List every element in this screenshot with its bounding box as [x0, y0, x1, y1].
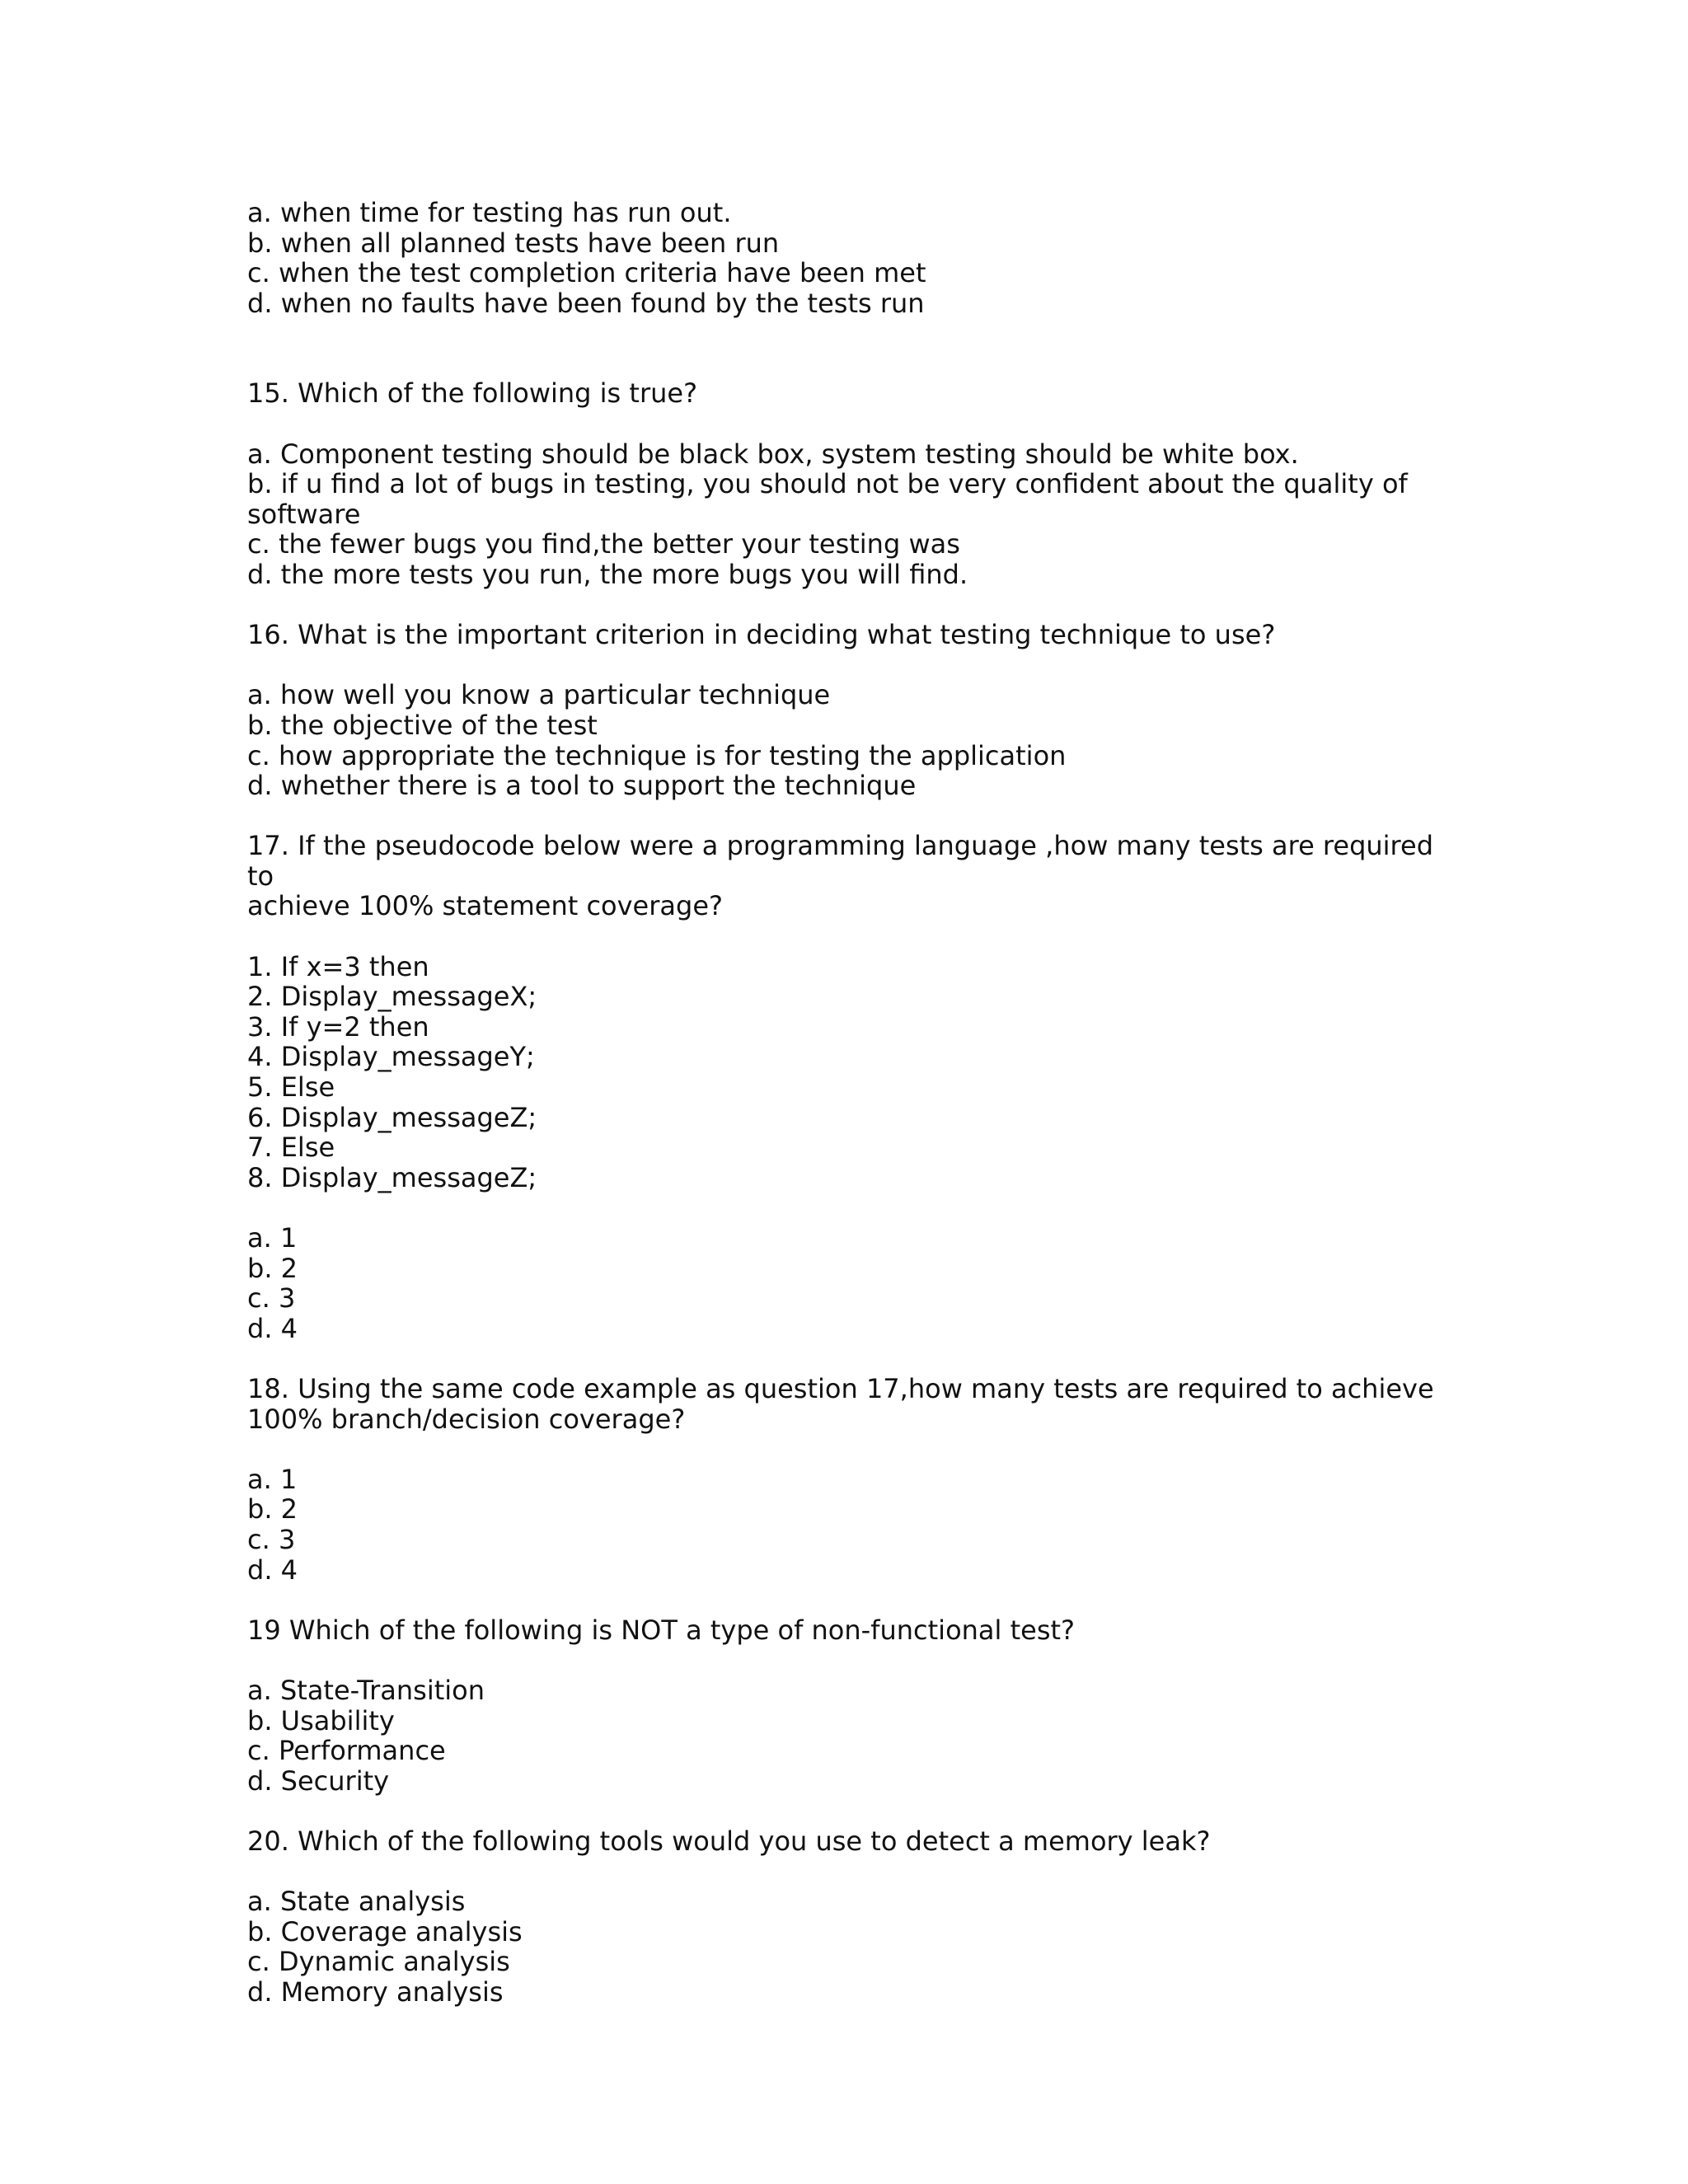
option-c: c. 3 [247, 1282, 296, 1315]
question-text-line-2: 100% branch/decision coverage? [247, 1403, 686, 1435]
option-d: d. when no faults have been found by the tests run [247, 287, 925, 319]
option-b: b. 2 [247, 1252, 298, 1284]
option-c: c. Performance [247, 1735, 446, 1767]
code-line: 1. If x=3 then [247, 950, 429, 982]
question-15 [247, 378, 1451, 589]
option-d: d. Security [247, 1765, 390, 1797]
option-b-continued: software [247, 498, 361, 530]
code-line: 5. Else [247, 1071, 335, 1104]
option-a: a. State-Transition [247, 1674, 485, 1706]
code-line: 7. Else [247, 1132, 335, 1164]
option-b: b. when all planned tests have been run [247, 227, 780, 259]
question-text: 15. Which of the following is true? [247, 377, 698, 410]
option-b: b. if u find a lot of bugs in testing, you should not be very confident about the quality of [247, 468, 1408, 500]
option-b: b. the objective of the test [247, 709, 598, 741]
code-line: 6. Display_messageZ; [247, 1101, 537, 1133]
option-c: c. how appropriate the technique is for testing the application [247, 739, 1067, 771]
option-a: a. Component testing should be black box, system testing should be white box. [247, 438, 1299, 470]
option-d: d. the more tests you run, the more bugs you will find. [247, 558, 968, 590]
option-a: a. State analysis [247, 1886, 466, 1918]
option-a: a. 1 [247, 1222, 298, 1254]
question-text: 16. What is the important criterion in deciding what testing technique to use? [247, 619, 1276, 651]
option-b: b. Usability [247, 1704, 395, 1736]
question-text-line-1: 18. Using the same code example as question 17,how many tests are required to achieve [247, 1372, 1434, 1404]
option-a: a. when time for testing has run out. [247, 197, 732, 228]
option-a: a. 1 [247, 1463, 298, 1495]
question-19 [247, 1615, 1451, 1797]
question-text: 19 Which of the following is NOT a type of non-functional test? [247, 1614, 1076, 1646]
code-line: 4. Display_messageY; [247, 1041, 535, 1073]
question-text-line-1: 17. If the pseudocode below were a programming language ,how many tests are required to [247, 830, 1442, 892]
question-17 [247, 831, 1451, 1343]
question-18 [247, 1374, 1451, 1585]
code-line: 8. Display_messageZ; [247, 1161, 537, 1193]
option-a: a. how well you know a particular technique [247, 679, 831, 711]
option-c: c. 3 [247, 1523, 296, 1555]
document-page [247, 198, 1451, 2007]
option-b: b. Coverage analysis [247, 1915, 523, 1947]
option-c: c. the fewer bugs you find,the better your testing was [247, 528, 960, 560]
pseudocode-listing [247, 952, 1451, 1193]
intro-options [247, 198, 1451, 318]
option-d: d. 4 [247, 1554, 298, 1586]
question-text: 20. Which of the following tools would you use to detect a memory leak? [247, 1825, 1211, 1857]
option-b: b. 2 [247, 1493, 298, 1526]
option-d: d. whether there is a tool to support the technique [247, 770, 917, 802]
option-c: c. Dynamic analysis [247, 1946, 510, 1978]
question-16 [247, 620, 1451, 801]
code-line: 2. Display_messageX; [247, 981, 537, 1013]
option-d: d. 4 [247, 1312, 298, 1344]
code-line: 3. If y=2 then [247, 1010, 429, 1043]
question-text-line-2: achieve 100% statement coverage? [247, 890, 723, 922]
question-20 [247, 1826, 1451, 2008]
option-d: d. Memory analysis [247, 1975, 504, 2008]
option-c: c. when the test completion criteria have been met [247, 257, 926, 289]
